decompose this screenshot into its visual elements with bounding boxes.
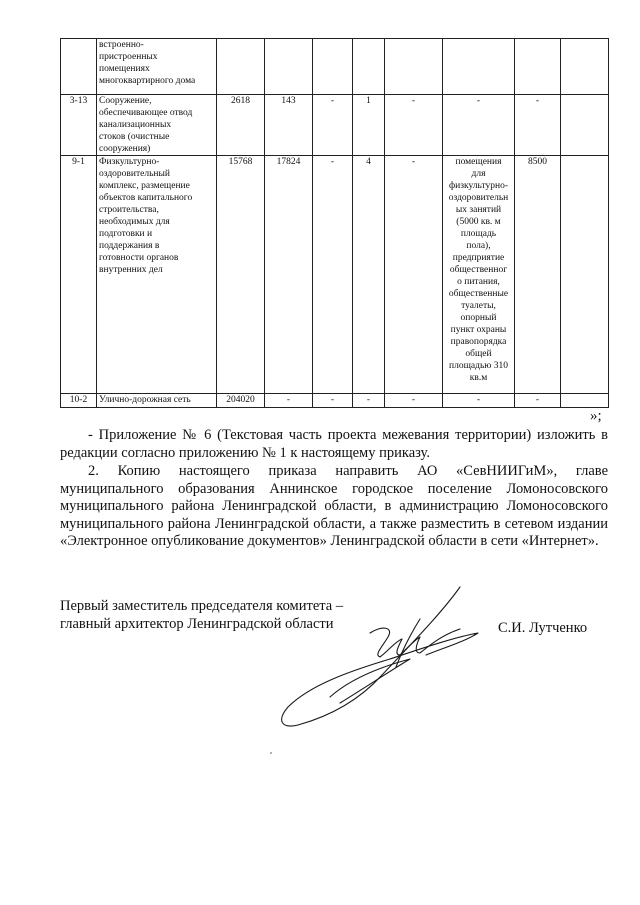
cell-line: площадью 310 (449, 361, 508, 371)
cell-line: правопорядка (450, 337, 507, 347)
cell-line: - (476, 96, 481, 106)
row-value (515, 39, 561, 95)
row-value: - (313, 156, 353, 394)
row-empty (561, 156, 609, 394)
cell-line: опорный (460, 313, 497, 323)
cell-line: пола), (466, 241, 491, 251)
cell-line: ых занятий (455, 205, 502, 215)
row-value (313, 39, 353, 95)
paragraph-appendix-6: - Приложение № 6 (Текстовая часть проекта межевания территории) изложить в редакции согласно приложению № 1 к настоящему приказу. (60, 427, 608, 461)
row-purpose (443, 156, 515, 394)
row-value: - (265, 394, 313, 408)
signatory-title-line: главный архитектор Ленинградской области (60, 615, 334, 632)
row-value: - (353, 394, 385, 408)
row-name (97, 394, 217, 408)
cell-line: общей (465, 349, 492, 359)
cell-line: Сооружение, (99, 96, 152, 106)
closing-quote: »; (590, 408, 602, 424)
signatory-name: С.И. Лутченко (498, 620, 588, 636)
cell-line: Физкультурно- (99, 157, 160, 167)
table-row (61, 39, 609, 95)
table-row (61, 394, 609, 408)
row-empty (561, 39, 609, 95)
row-value: 4 (353, 156, 385, 394)
row-value: - (313, 95, 353, 156)
row-number: 3-13 (61, 95, 97, 156)
row-value: 1 (353, 95, 385, 156)
row-value: 143 (265, 95, 313, 156)
row-value: 8500 (515, 156, 561, 394)
cell-line: сооружения) (99, 144, 151, 154)
row-empty (561, 394, 609, 408)
cell-line: кв.м (469, 373, 488, 383)
row-value: - (385, 156, 443, 394)
row-name (97, 95, 217, 156)
cell-line: комплекс, размещение (99, 181, 190, 191)
row-purpose (443, 394, 515, 408)
row-number: 10-2 (61, 394, 97, 408)
row-value (353, 39, 385, 95)
cell-line: общественные (448, 289, 509, 299)
row-name (97, 156, 217, 394)
cell-line: предприятие (452, 253, 505, 263)
scan-speck (270, 752, 272, 754)
cell-line: многоквартирного дома (99, 76, 196, 86)
cell-line: строительства, (99, 205, 159, 215)
cell-line: оздоровительн (448, 193, 509, 203)
row-area: 204020 (217, 394, 265, 408)
land-plots-table (60, 38, 609, 408)
cell-line: внутренних дел (99, 265, 163, 275)
row-value: - (313, 394, 353, 408)
row-area (217, 39, 265, 95)
row-name (97, 39, 217, 95)
row-empty (561, 95, 609, 156)
cell-line: подготовки и (99, 229, 153, 239)
row-number: 9-1 (61, 156, 97, 394)
cell-line: встроенно- (99, 40, 144, 50)
row-value (385, 39, 443, 95)
cell-line: о питания, (457, 277, 500, 287)
cell-line: канализационных (99, 120, 172, 130)
cell-line: физкультурно- (448, 181, 509, 191)
row-purpose (443, 95, 515, 156)
cell-line: необходимых для (99, 217, 170, 227)
row-number (61, 39, 97, 95)
cell-line: Улично-дорожная сеть (99, 395, 191, 405)
row-value: - (385, 394, 443, 408)
row-value: - (385, 95, 443, 156)
cell-line: пристроенных (99, 52, 158, 62)
row-value: 17824 (265, 156, 313, 394)
cell-line: готовности органов (99, 253, 179, 263)
row-value: - (515, 394, 561, 408)
cell-line: для (471, 169, 486, 179)
cell-line: обеспечивающее отвод (99, 108, 193, 118)
signatory-title-line: Первый заместитель председателя комитета – (60, 598, 344, 614)
row-purpose (443, 39, 515, 95)
row-area: 2618 (217, 95, 265, 156)
row-value: - (515, 95, 561, 156)
table-row (61, 95, 609, 156)
cell-line: объектов капитального (99, 193, 193, 203)
cell-line: общественног (449, 265, 508, 275)
cell-line: поддержания в (99, 241, 160, 251)
row-area: 15768 (217, 156, 265, 394)
cell-line: пункт охраны (450, 325, 507, 335)
cell-line: помещения (455, 157, 502, 167)
table-row (61, 156, 609, 394)
cell-line: (5000 кв. м (456, 217, 501, 227)
handwritten-signature (270, 575, 510, 735)
cell-line: - (476, 395, 481, 405)
cell-line: оздоровительный (99, 169, 170, 179)
cell-line: площадь (460, 229, 497, 239)
cell-line: туалеты, (461, 301, 496, 311)
cell-line: стоков (очистные (99, 132, 170, 142)
paragraph-distribution: 2. Копию настоящего приказа направить АО «СевНИИГиМ», главе муниципального образования Аннинское городское поселение Ломоносовского муниципального района Ленинградской области, в администрацию Ломоносовского муниципального района Ленинградской области, а также разместить в сетевом издании «Электронное опубликование документов» Ленинградской области в сети «Интернет». (60, 463, 608, 549)
row-value (265, 39, 313, 95)
cell-line: помещениях (99, 64, 150, 74)
